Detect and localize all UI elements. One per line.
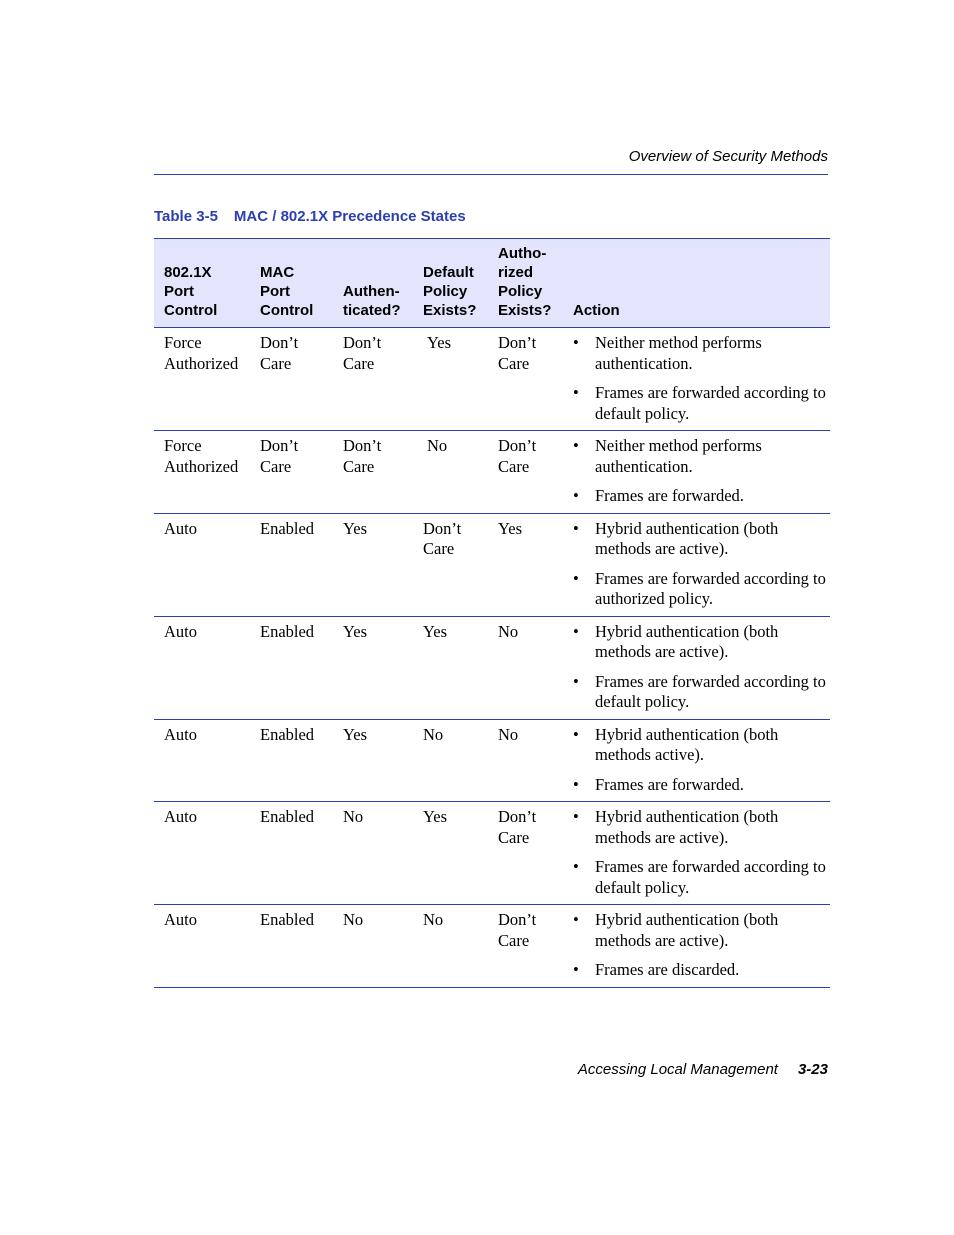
action-bullet-item: • Frames are forwarded according to authorized policy. bbox=[573, 569, 826, 610]
cell-authenticated: Yes bbox=[333, 513, 413, 616]
action-bullet-list bbox=[573, 910, 826, 981]
cell-authenticated: Yes bbox=[333, 719, 413, 802]
cell-8021x-port-control: Auto bbox=[154, 616, 250, 719]
cell-authorized-policy: Don’t Care bbox=[488, 328, 563, 431]
table-row bbox=[154, 802, 830, 905]
cell-default-policy: No bbox=[413, 719, 488, 802]
header-rule bbox=[154, 174, 828, 175]
action-bullet-item: • Hybrid authentication (both methods are active). bbox=[573, 622, 826, 663]
action-bullet-item: • Frames are forwarded according to default policy. bbox=[573, 383, 826, 424]
cell-8021x-port-control: Auto bbox=[154, 719, 250, 802]
cell-action bbox=[563, 905, 830, 988]
action-bullet-list bbox=[573, 622, 826, 713]
cell-mac-port-control: Enabled bbox=[250, 513, 333, 616]
table-row bbox=[154, 328, 830, 431]
cell-8021x-port-control: Force Authorized bbox=[154, 328, 250, 431]
action-bullet-item: • Hybrid authentication (both methods are active). bbox=[573, 519, 826, 560]
cell-authorized-policy: No bbox=[488, 719, 563, 802]
action-bullet-item: • Frames are forwarded according to default policy. bbox=[573, 857, 826, 898]
col-header-authorized-policy: Autho- rized Policy Exists? bbox=[488, 239, 563, 328]
action-bullet-list bbox=[573, 519, 826, 610]
cell-authenticated: No bbox=[333, 905, 413, 988]
action-bullet-list bbox=[573, 725, 826, 796]
cell-8021x-port-control: Auto bbox=[154, 513, 250, 616]
cell-default-policy: Yes bbox=[413, 616, 488, 719]
table-row bbox=[154, 905, 830, 988]
cell-action bbox=[563, 513, 830, 616]
col-header-8021x-port-control: 802.1X Port Control bbox=[154, 239, 250, 328]
action-bullet-item: • Neither method performs authentication. bbox=[573, 333, 826, 374]
page-number: 3-23 bbox=[797, 1061, 828, 1078]
cell-mac-port-control: Enabled bbox=[250, 719, 333, 802]
cell-mac-port-control: Enabled bbox=[250, 802, 333, 905]
cell-authorized-policy: Don’t Care bbox=[488, 431, 563, 514]
action-bullet-list bbox=[573, 436, 826, 507]
col-header-default-policy: Default Policy Exists? bbox=[413, 239, 488, 328]
cell-action bbox=[563, 802, 830, 905]
action-bullet-item: • Neither method performs authentication. bbox=[573, 436, 826, 477]
cell-8021x-port-control: Force Authorized bbox=[154, 431, 250, 514]
cell-mac-port-control: Enabled bbox=[250, 616, 333, 719]
table-caption-title: MAC / 802.1X Precedence States bbox=[233, 208, 466, 225]
cell-default-policy: Yes bbox=[413, 328, 488, 431]
cell-authorized-policy: Don’t Care bbox=[488, 802, 563, 905]
table-body bbox=[154, 328, 830, 988]
col-header-action: Action bbox=[563, 239, 830, 328]
cell-action bbox=[563, 328, 830, 431]
cell-8021x-port-control: Auto bbox=[154, 905, 250, 988]
cell-8021x-port-control: Auto bbox=[154, 802, 250, 905]
cell-default-policy: No bbox=[413, 431, 488, 514]
action-bullet-item: • Frames are forwarded. bbox=[573, 486, 826, 507]
running-footer bbox=[578, 1061, 828, 1078]
footer-section-title: Accessing Local Management bbox=[577, 1061, 778, 1078]
cell-default-policy: No bbox=[413, 905, 488, 988]
action-bullet-item: • Frames are discarded. bbox=[573, 960, 826, 981]
cell-authorized-policy: Don’t Care bbox=[488, 905, 563, 988]
cell-default-policy: Yes bbox=[413, 802, 488, 905]
table-caption-number: Table 3-5 bbox=[154, 208, 218, 225]
precedence-states-table bbox=[154, 238, 830, 988]
cell-authorized-policy: Yes bbox=[488, 513, 563, 616]
col-header-authenticated: Authen- ticated? bbox=[333, 239, 413, 328]
running-header: Overview of Security Methods bbox=[628, 148, 828, 165]
table-header-row bbox=[154, 239, 830, 328]
cell-mac-port-control: Don’t Care bbox=[250, 328, 333, 431]
cell-authenticated: Don’t Care bbox=[333, 328, 413, 431]
cell-action bbox=[563, 719, 830, 802]
action-bullet-list bbox=[573, 807, 826, 898]
table-row bbox=[154, 513, 830, 616]
action-bullet-item: • Hybrid authentication (both methods active). bbox=[573, 725, 826, 766]
cell-authenticated: Yes bbox=[333, 616, 413, 719]
table-row bbox=[154, 616, 830, 719]
cell-authorized-policy: No bbox=[488, 616, 563, 719]
cell-action bbox=[563, 616, 830, 719]
action-bullet-list bbox=[573, 333, 826, 424]
action-bullet-item: • Hybrid authentication (both methods are active). bbox=[573, 910, 826, 951]
table-row bbox=[154, 431, 830, 514]
action-bullet-item: • Frames are forwarded. bbox=[573, 775, 826, 796]
col-header-mac-port-control: MAC Port Control bbox=[250, 239, 333, 328]
cell-authenticated: No bbox=[333, 802, 413, 905]
cell-authenticated: Don’t Care bbox=[333, 431, 413, 514]
cell-default-policy: Don’t Care bbox=[413, 513, 488, 616]
action-bullet-item: • Frames are forwarded according to default policy. bbox=[573, 672, 826, 713]
cell-mac-port-control: Don’t Care bbox=[250, 431, 333, 514]
cell-action bbox=[563, 431, 830, 514]
table-caption bbox=[154, 208, 466, 225]
cell-mac-port-control: Enabled bbox=[250, 905, 333, 988]
table-row bbox=[154, 719, 830, 802]
action-bullet-item: • Hybrid authentication (both methods are active). bbox=[573, 807, 826, 848]
